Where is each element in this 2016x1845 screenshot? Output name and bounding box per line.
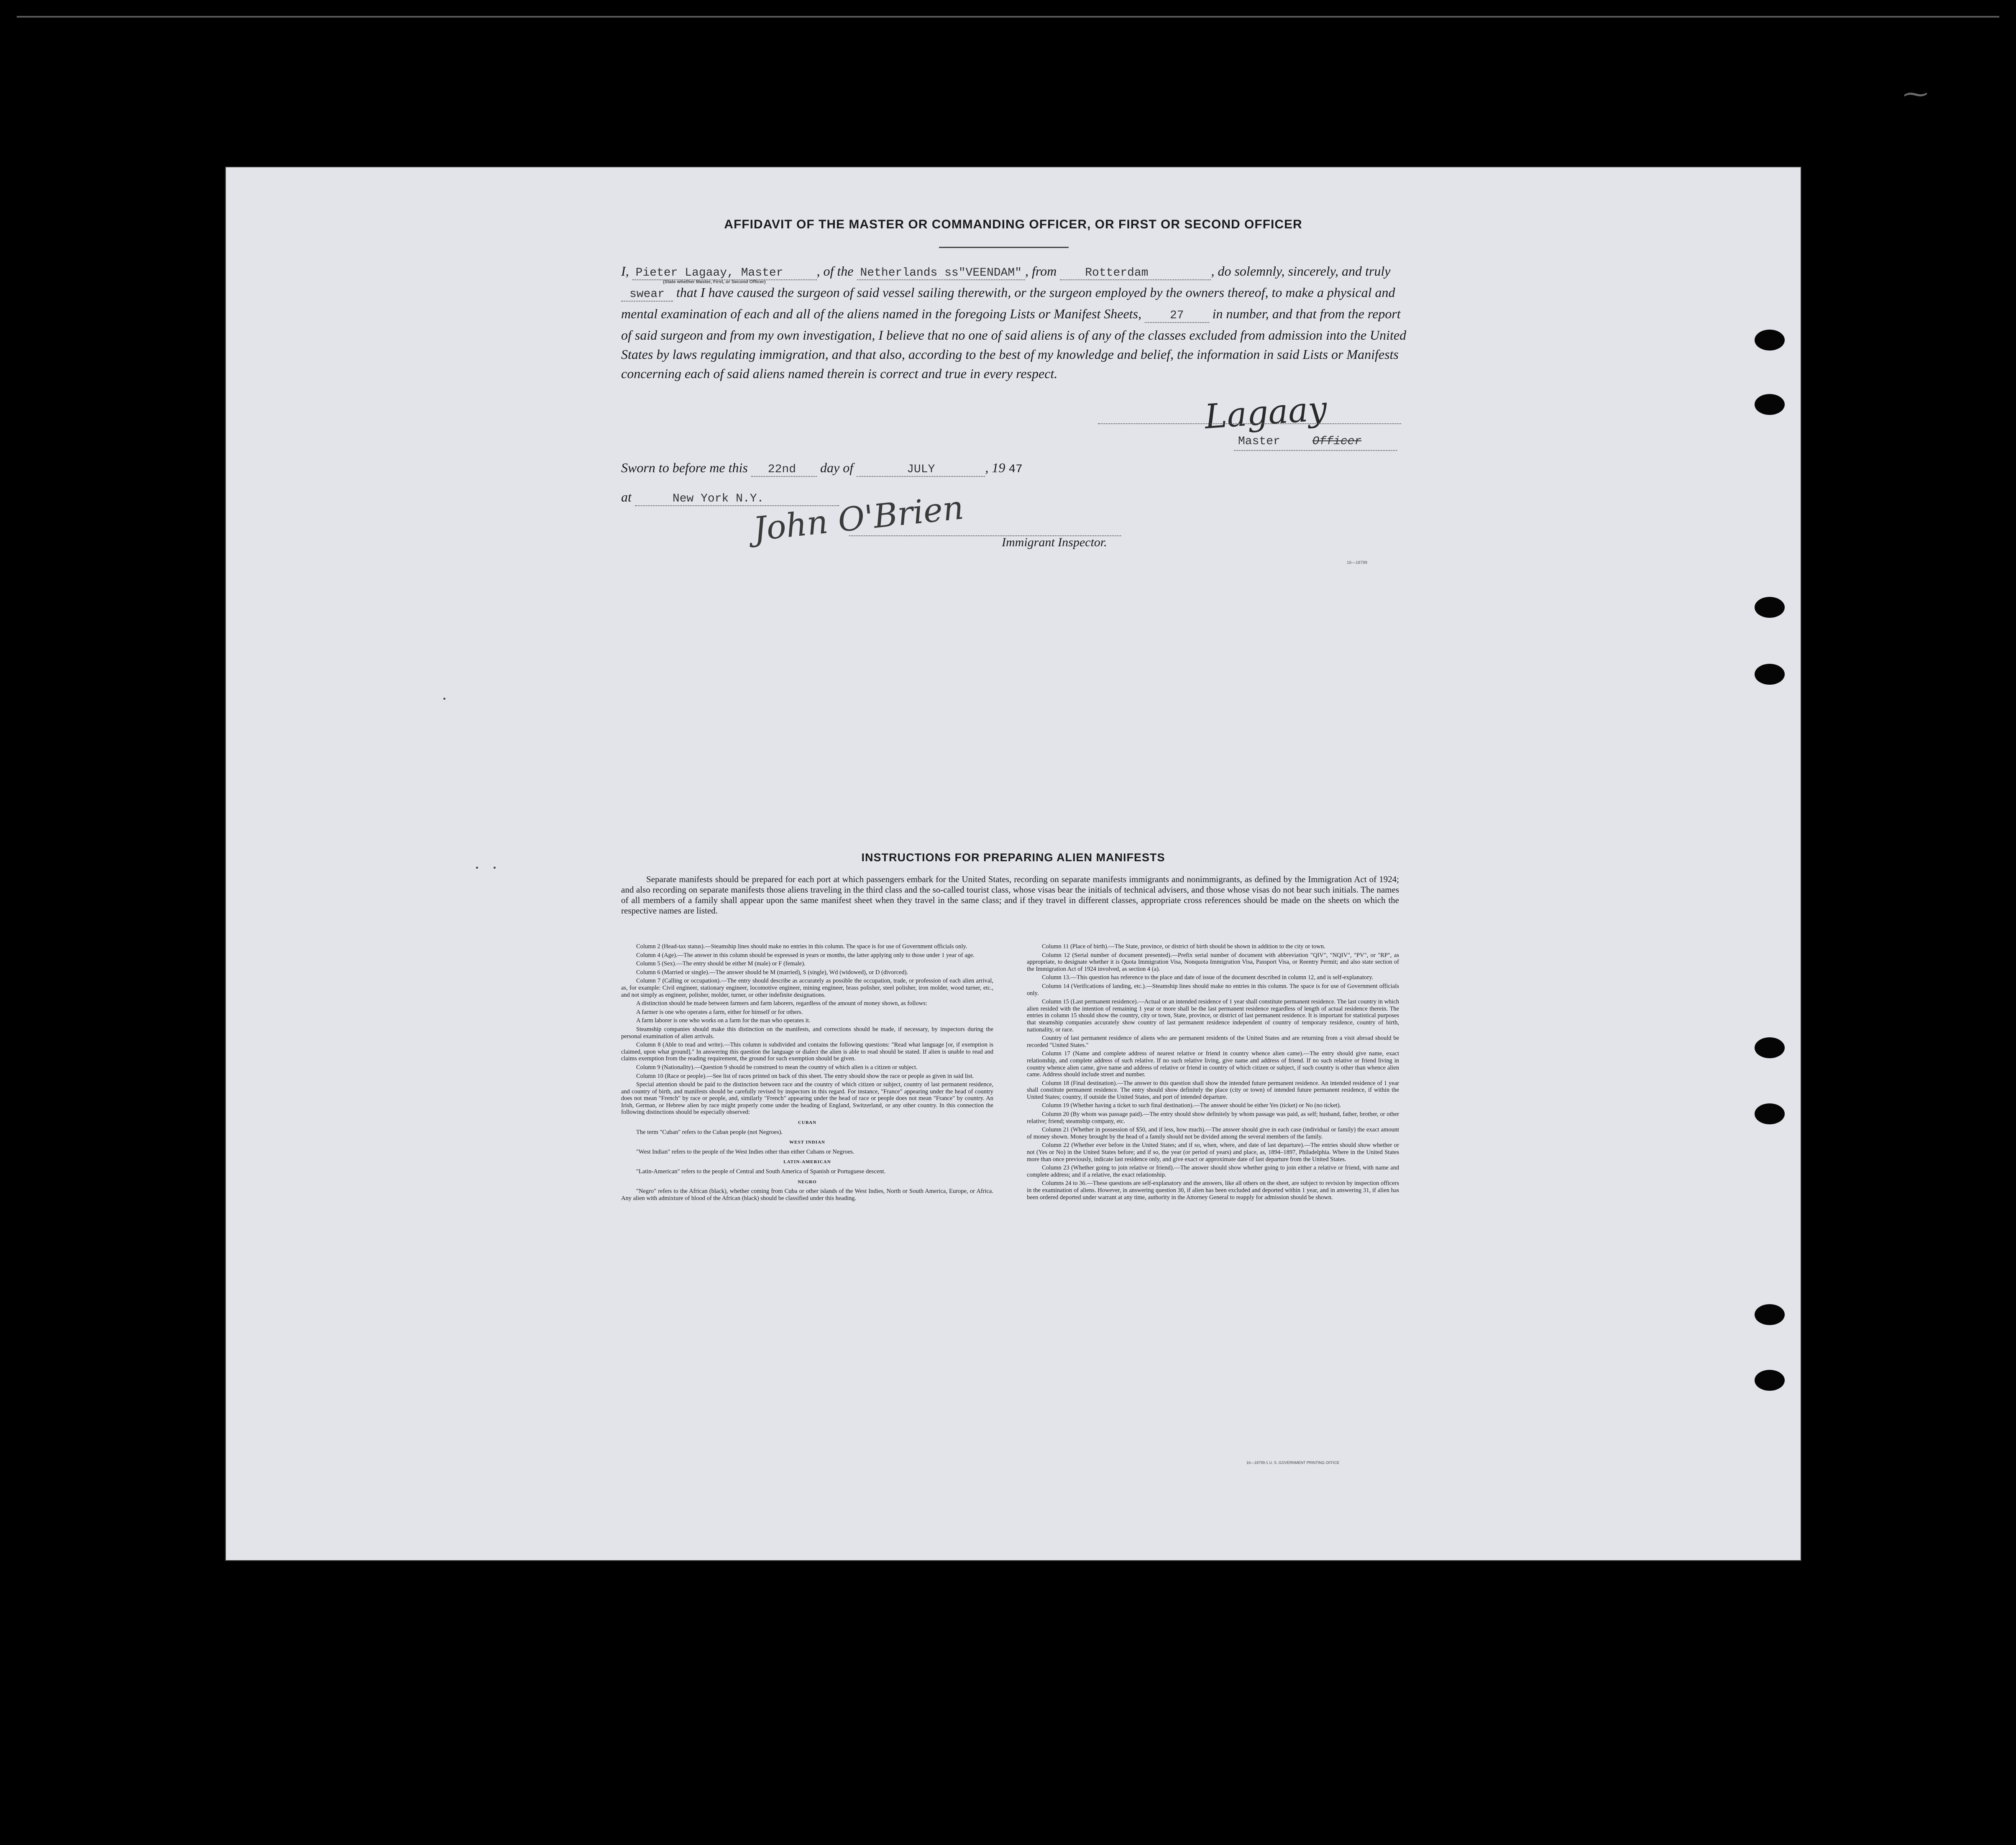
punch-hole (1755, 1370, 1785, 1391)
latin-american-definition: "Latin-American" refers to the people of Central and South America of Spanish or Portuguese descent. (636, 1168, 886, 1175)
stray-mark (476, 867, 478, 869)
columns-24-36-instruction: Columns 24 to 36.—These questions are self-explanatory and the answers, like all others on the sheet, are subject to revision by inspection officers in the examination of aliens. However, in answering question 30, if alien has been excluded and deported within 1 year, and in answering 31, if alien has been ordered deported under warrant at any time, authority in the Attorney General to reapply for admission should be shown. (1027, 1180, 1399, 1201)
film-scratch-mark: ⁓ (1903, 80, 1928, 108)
sworn-label: Sworn to before me this (621, 460, 748, 475)
master-title (1238, 435, 1414, 448)
at-label: at (621, 489, 632, 504)
inspector-signature: John O'Brien (751, 489, 966, 549)
officer-name-field: Pieter Lagaay, Master (632, 266, 817, 280)
sworn-year-field: 47 (1008, 463, 1023, 476)
sworn-place-line (621, 489, 839, 505)
column-5-instruction: Column 5 (Sex).—The entry should be either M (male) or F (female). (636, 960, 806, 967)
column-12-instruction: Column 12 (Serial number of document presented).—Prefix serial number of document with abbreviation "QIV", "NQIV", "PV", or "RP", as appropriate, to designate whether it is Quota Immigration Visa, Nonquota Immigration Visa, Passport Visa, or Reentry Permit; and also state section of the Immigration Act of 1924 involved, as section 4 (a). (1027, 952, 1399, 972)
affidavit-form-code: 16—18799 (1347, 560, 1367, 565)
surgeon-text: that I have caused the surgeon of said vessel sailing therewith, or the surgeon employed by the owners thereof, to make a physical and mental examination of each and all of the aliens named in the foregoing Lists or Manifest Sheets, (621, 285, 1395, 321)
west-indian-definition: "West Indian" refers to the people of the West Indies other than either Cubans or Negroes. (636, 1148, 854, 1155)
sworn-line (621, 460, 1023, 476)
column-7-instruction: Column 7 (Calling or occupation).—The entry should describe as accurately as possible the occupation, trade, or profession of each alien arrival, as, for example: Civil engineer, stationary engineer, locomotive engineer, mining engineer, brass polisher, steel polisher, iron molder, wood turner, etc., and not simply as engineer, polisher, molder, turner, or other indefinite designations. (621, 978, 993, 998)
punch-hole (1755, 1037, 1785, 1058)
master-signature-line (1098, 423, 1401, 424)
punch-hole (1755, 330, 1785, 351)
stray-mark (494, 867, 496, 869)
column-10-instruction: Column 10 (Race or people).—See list of races printed on back of this sheet. The entry should show the race or people as given in said list. (636, 1072, 974, 1080)
farmer-definition: A farmer is one who operates a farm, either for himself or for others. (636, 1008, 803, 1016)
belief-text: in number, and that from the report of said surgeon and from my own investigation, I believe that no one of said aliens is of any of the classes excluded from admission into the United States by laws regulating immigration, and that also, according to the best of my knowledge and belief, the information in said Lists or Manifests concerning each of said aliens named therein is correct and true in every respect. (621, 306, 1407, 381)
cuban-definition: The term "Cuban" refers to the Cuban people (not Negroes). (636, 1128, 783, 1136)
master-title-line (1234, 450, 1397, 451)
oath-field: swear (621, 288, 673, 302)
document-page (226, 167, 1801, 1560)
us-residence-note: Country of last permanent residence of aliens who are permanent residents of the United States and are returning from a visit abroad should be recorded "United States." (1027, 1035, 1399, 1049)
affidavit-title: AFFIDAVIT OF THE MASTER OR COMMANDING OFFICER, OR FIRST OR SECOND OFFICER (724, 218, 1302, 231)
port-from-field: Rotterdam (1060, 266, 1211, 280)
instructions-right-column (1027, 943, 1399, 1203)
farmer-distinction: A distinction should be made between farmers and farm laborers, regardless of the amount of money shown, as follows: (636, 1000, 927, 1007)
instructions-title: INSTRUCTIONS FOR PREPARING ALIEN MANIFESTS (861, 851, 1165, 864)
column-21-instruction: Column 21 (Whether in possession of $50, and if less, how much).—The answer should give in each case (individual or family) the exact amount of money shown. Money brought by the head of a family should not be divided among the several members of the family. (1027, 1126, 1399, 1140)
punch-hole (1755, 394, 1785, 415)
sheets-count-field: 27 (1145, 309, 1209, 323)
punch-hole (1755, 597, 1785, 618)
column-2-instruction: Column 2 (Head-tax status).—Steamship lines should make no entries in this column. The space is for use of Government officials only. (636, 943, 967, 950)
master-title-text: Master (1238, 435, 1280, 448)
column-20-instruction: Column 20 (By whom was passage paid).—The entry should show definitely by whom passage was paid, as self; husband, father, brother, or other relative; friend; steamship company, etc. (1027, 1111, 1399, 1125)
column-23-instruction: Column 23 (Whether going to join relative or friend).—The answer should show whether going to join either a relative or friend, with name and complete address; and if a relative, the exact relationship. (1027, 1164, 1399, 1178)
column-9-instruction: Column 9 (Nationality).—Question 9 should be construed to mean the country of which alien is a citizen or subject. (636, 1064, 918, 1071)
column-13-instruction: Column 13.—This question has reference to the place and date of issue of the document described in column 12, and is self-explanatory. (1042, 974, 1374, 981)
negro-definition: "Negro" refers to the African (black), whether coming from Cuba or other islands of the West Indies, North or South America, Europe, or Africa. Any alien with admixture of blood of the African (black) should be classified under this heading. (621, 1188, 993, 1202)
instructions-intro: Separate manifests should be prepared for each port at which passengers embark for the United States, recording on separate manifests immigrants and nonimmigrants, as defined by the Immigration Act of 1924; and also recording on separate manifests those aliens traveling in the third class and the so-called tourist class, whose visas bear the initials of technical advisers, and those whose visas do not bear such initials. The names of all members of a family shall appear upon the same manifest sheet when they travel in the same class; and if they travel in different classes, appropriate cross references should be made on the sheets on which the respective names are listed. (621, 874, 1399, 916)
state-officer-note: (State whether Master, First, or Second Officer) (663, 279, 766, 284)
do-label: , do (1211, 264, 1231, 279)
microfilm-border-rule (17, 16, 1999, 18)
west-indian-heading: WEST INDIAN (789, 1140, 825, 1145)
punch-hole (1755, 1103, 1785, 1124)
column-6-instruction: Column 6 (Married or single).—The answer should be M (married), S (single), Wd (widowed), or D (divorced). (636, 969, 908, 976)
vessel-field: Netherlands ss"VEENDAM" (857, 266, 1025, 280)
column-19-instruction: Column 19 (Whether having a ticket to such final destination).—The answer should be either Yes (ticket) or No (no ticket). (1042, 1102, 1341, 1109)
punch-hole (1755, 1304, 1785, 1325)
master-signature: Lagaay (1203, 389, 1328, 437)
printing-office-code: 16—18799-1 U. S. GOVERNMENT PRINTING OFFICE (1246, 1461, 1340, 1465)
cuban-heading: CUBAN (798, 1120, 817, 1126)
punch-hole (1755, 664, 1785, 685)
sworn-place-field: New York N.Y. (635, 492, 839, 506)
column-8-instruction: Column 8 (Able to read and write).—This column is subdivided and contains the following questions: "Read what language [or, if exemption is claimed, upon what ground]." In answering this question the language or dialect the alien is able to read should be stated. If alien is unable to read and claims exemption from the reading requirement, the ground for such exemption should be given. (621, 1041, 993, 1062)
instructions-left-column (621, 943, 993, 1203)
day-of-label: day of (820, 460, 854, 475)
latin-american-heading: LATIN-AMERICAN (783, 1159, 831, 1165)
negro-heading: NEGRO (798, 1179, 817, 1185)
steamship-corrections: Steamship companies should make this distinction on the manifests, and corrections should be made, if necessary, by inspectors during the personal examination of alien arrivals. (621, 1026, 993, 1040)
sworn-day-field: 22nd (751, 463, 817, 477)
column-11-instruction: Column 11 (Place of birth).—The State, province, or district of birth should be shown in addition to the city or town. (1042, 943, 1325, 950)
column-18-instruction: Column 18 (Final destination).—The answer to this question shall show the intended future permanent residence. An intended residence of 1 year shall constitute permanent residence. The entry should show definitely the place (city or town) of intended future permanent residence, if within the United States; country, if outside the United States, and port of intended departure. (1027, 1080, 1399, 1100)
of-the-label: , of the (816, 264, 854, 279)
sworn-month-field: JULY (857, 463, 985, 477)
column-4-instruction: Column 4 (Age).—The answer in this column should be expressed in years or months, the latter applying only to those under 1 year of age. (636, 952, 975, 959)
year-prefix-label: , 19 (985, 460, 1005, 475)
column-14-instruction: Column 14 (Verifications of landing, etc.).—Steamship lines should make no entries in this column. The space is for use of Government officials only. (1027, 983, 1399, 997)
race-country-distinction: Special attention should be paid to the distinction between race and the country of which citizen or subject, country of last permanent residence, and country of birth, and manifests should be carefully revised by inspectors in this regard. For instance, "France" appearing under the head of country does not mean "French" by race or people, and, similarly "French" appearing under the head of race or people does not mean "France" by country. An Irish, German, or Hebrew alien by race might properly come under the heading of England, Switzerland, or any other country. In this connection the following distinctions should be especially observed: (621, 1081, 993, 1116)
title-underline (939, 247, 1069, 248)
farm-laborer-definition: A farm laborer is one who works on a farm for the man who operates it. (636, 1017, 811, 1024)
column-15-instruction: Column 15 (Last permanent residence).—Actual or an intended residence of 1 year shall constitute permanent residence. The last country in which alien resided with the intention of remaining 1 year or more shall be the last permanent residence regardless of length of actual residence therein. The entries in column 15 should show the country, city or town, State, province, or district of last permanent residence. It is important for statistical purposes that steamship companies accurately show country of last permanent residence independent of country of temporary residence, country of birth, nationality, or race. (1027, 998, 1399, 1033)
column-17-instruction: Column 17 (Name and complete address of nearest relative or friend in country whence alien came).—The entry should give name, exact relationship, and complete address of such relative. If no such relative living, give name and address of friend. If no such relative or friend living in country whence alien came, give name and address of relative or friend in country of which citizen or subject, if such country is other than whence alien came. Address should include street and number. (1027, 1050, 1399, 1078)
column-22-instruction: Column 22 (Whether ever before in the United States; and if so, when, where, and date of last departure).—The entries should show whether or not (Yes or No) in the United States before; and if so, the year (or period of years) and place, as, 1894–1897, Philadelphia. Where in the United States more than once previously, indicate last residence only, and give exact or approximate date of last departure from the United States. (1027, 1142, 1399, 1163)
inspector-label: Immigrant Inspector. (1002, 535, 1107, 549)
solemnly-label: solemnly, sincerely, and truly (1234, 264, 1391, 279)
i-label: I, (621, 264, 629, 279)
from-label: , from (1025, 264, 1057, 279)
officer-struck-text: Officer (1312, 435, 1362, 448)
stray-mark (443, 698, 445, 700)
